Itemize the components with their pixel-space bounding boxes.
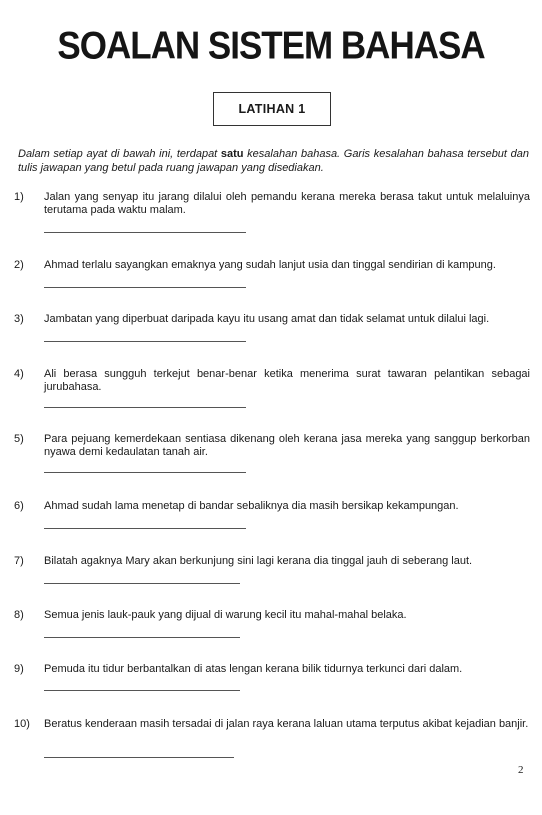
question-text: Ahmad sudah lama menetap di bandar sebaliknya dia masih bersikap kekampungan.: [44, 500, 459, 512]
question-number: 2): [14, 259, 24, 271]
question-item: [14, 663, 530, 676]
answer-line[interactable]: [44, 757, 234, 758]
question-item: [14, 259, 530, 272]
question-number: 4): [14, 368, 24, 380]
question-item: [14, 313, 530, 326]
exercise-label-box: [213, 92, 331, 126]
question-text: Jalan yang senyap itu jarang dilalui oleh pemandu kerana mereka berasa takut untuk melaluinya terutama pada waktu malam.: [44, 191, 530, 216]
instructions-bold-word: satu: [220, 148, 244, 160]
question-item: [14, 191, 530, 217]
answer-line[interactable]: [44, 528, 246, 529]
question-text: Semua jenis lauk-pauk yang dijual di warung kecil itu mahal-mahal belaka.: [44, 609, 407, 621]
answer-line[interactable]: [44, 690, 240, 691]
question-item: [14, 500, 530, 513]
instructions-part2: kesalahan bahasa. Garis kesalahan bahasa tersebut dan tulis jawapan yang betul pada ruang jawapan yang disediakan.: [18, 148, 529, 174]
question-text: Para pejuang kemerdekaan sentiasa dikenang oleh kerana jasa mereka yang sanggup berkorban nyawa demi kedaulatan tanah air.: [44, 433, 530, 458]
exercise-label: LATIHAN 1: [238, 102, 306, 116]
question-text: Jambatan yang diperbuat daripada kayu itu usang amat dan tidak selamat untuk dilalui lagi.: [44, 313, 490, 325]
question-number: 3): [14, 313, 24, 325]
question-item: [14, 433, 530, 459]
question-text: Ali berasa sungguh terkejut benar-benar ketika menerima surat tawaran pelantikan sebagai jurubahasa.: [44, 368, 530, 393]
question-item: [14, 718, 530, 731]
question-item: [14, 555, 530, 568]
question-number: 9): [14, 663, 24, 675]
question-number: 6): [14, 500, 24, 512]
question-text: Bilatah agaknya Mary akan berkunjung sini lagi kerana dia tinggal jauh di seberang laut.: [44, 555, 473, 567]
question-text: Ahmad terlalu sayangkan emaknya yang sudah lanjut usia dan tinggal sendirian di kampung.: [44, 259, 496, 271]
answer-line[interactable]: [44, 407, 246, 408]
answer-line[interactable]: [44, 341, 246, 342]
page-title: SOALAN SISTEM BAHASA: [57, 23, 485, 68]
question-item: [14, 609, 530, 622]
question-item: [14, 368, 530, 394]
question-number: 7): [14, 555, 24, 567]
question-number: 5): [14, 433, 24, 445]
answer-line[interactable]: [44, 232, 246, 233]
question-text: Beratus kenderaan masih tersadai di jalan raya kerana laluan utama terputus akibat kejadian banjir.: [44, 718, 529, 730]
answer-line[interactable]: [44, 583, 240, 584]
instructions-paragraph: [18, 147, 529, 175]
answer-line[interactable]: [44, 637, 240, 638]
page-number: 2: [518, 764, 524, 776]
instructions-part1: Dalam setiap ayat di bawah ini, terdapat: [18, 148, 221, 160]
question-text: Pemuda itu tidur berbantalkan di atas lengan kerana bilik tidurnya terkunci dari dalam.: [44, 663, 463, 675]
answer-line[interactable]: [44, 472, 246, 473]
answer-line[interactable]: [44, 287, 246, 288]
question-number: 10): [14, 718, 30, 730]
question-number: 1): [14, 191, 24, 203]
question-number: 8): [14, 609, 24, 621]
